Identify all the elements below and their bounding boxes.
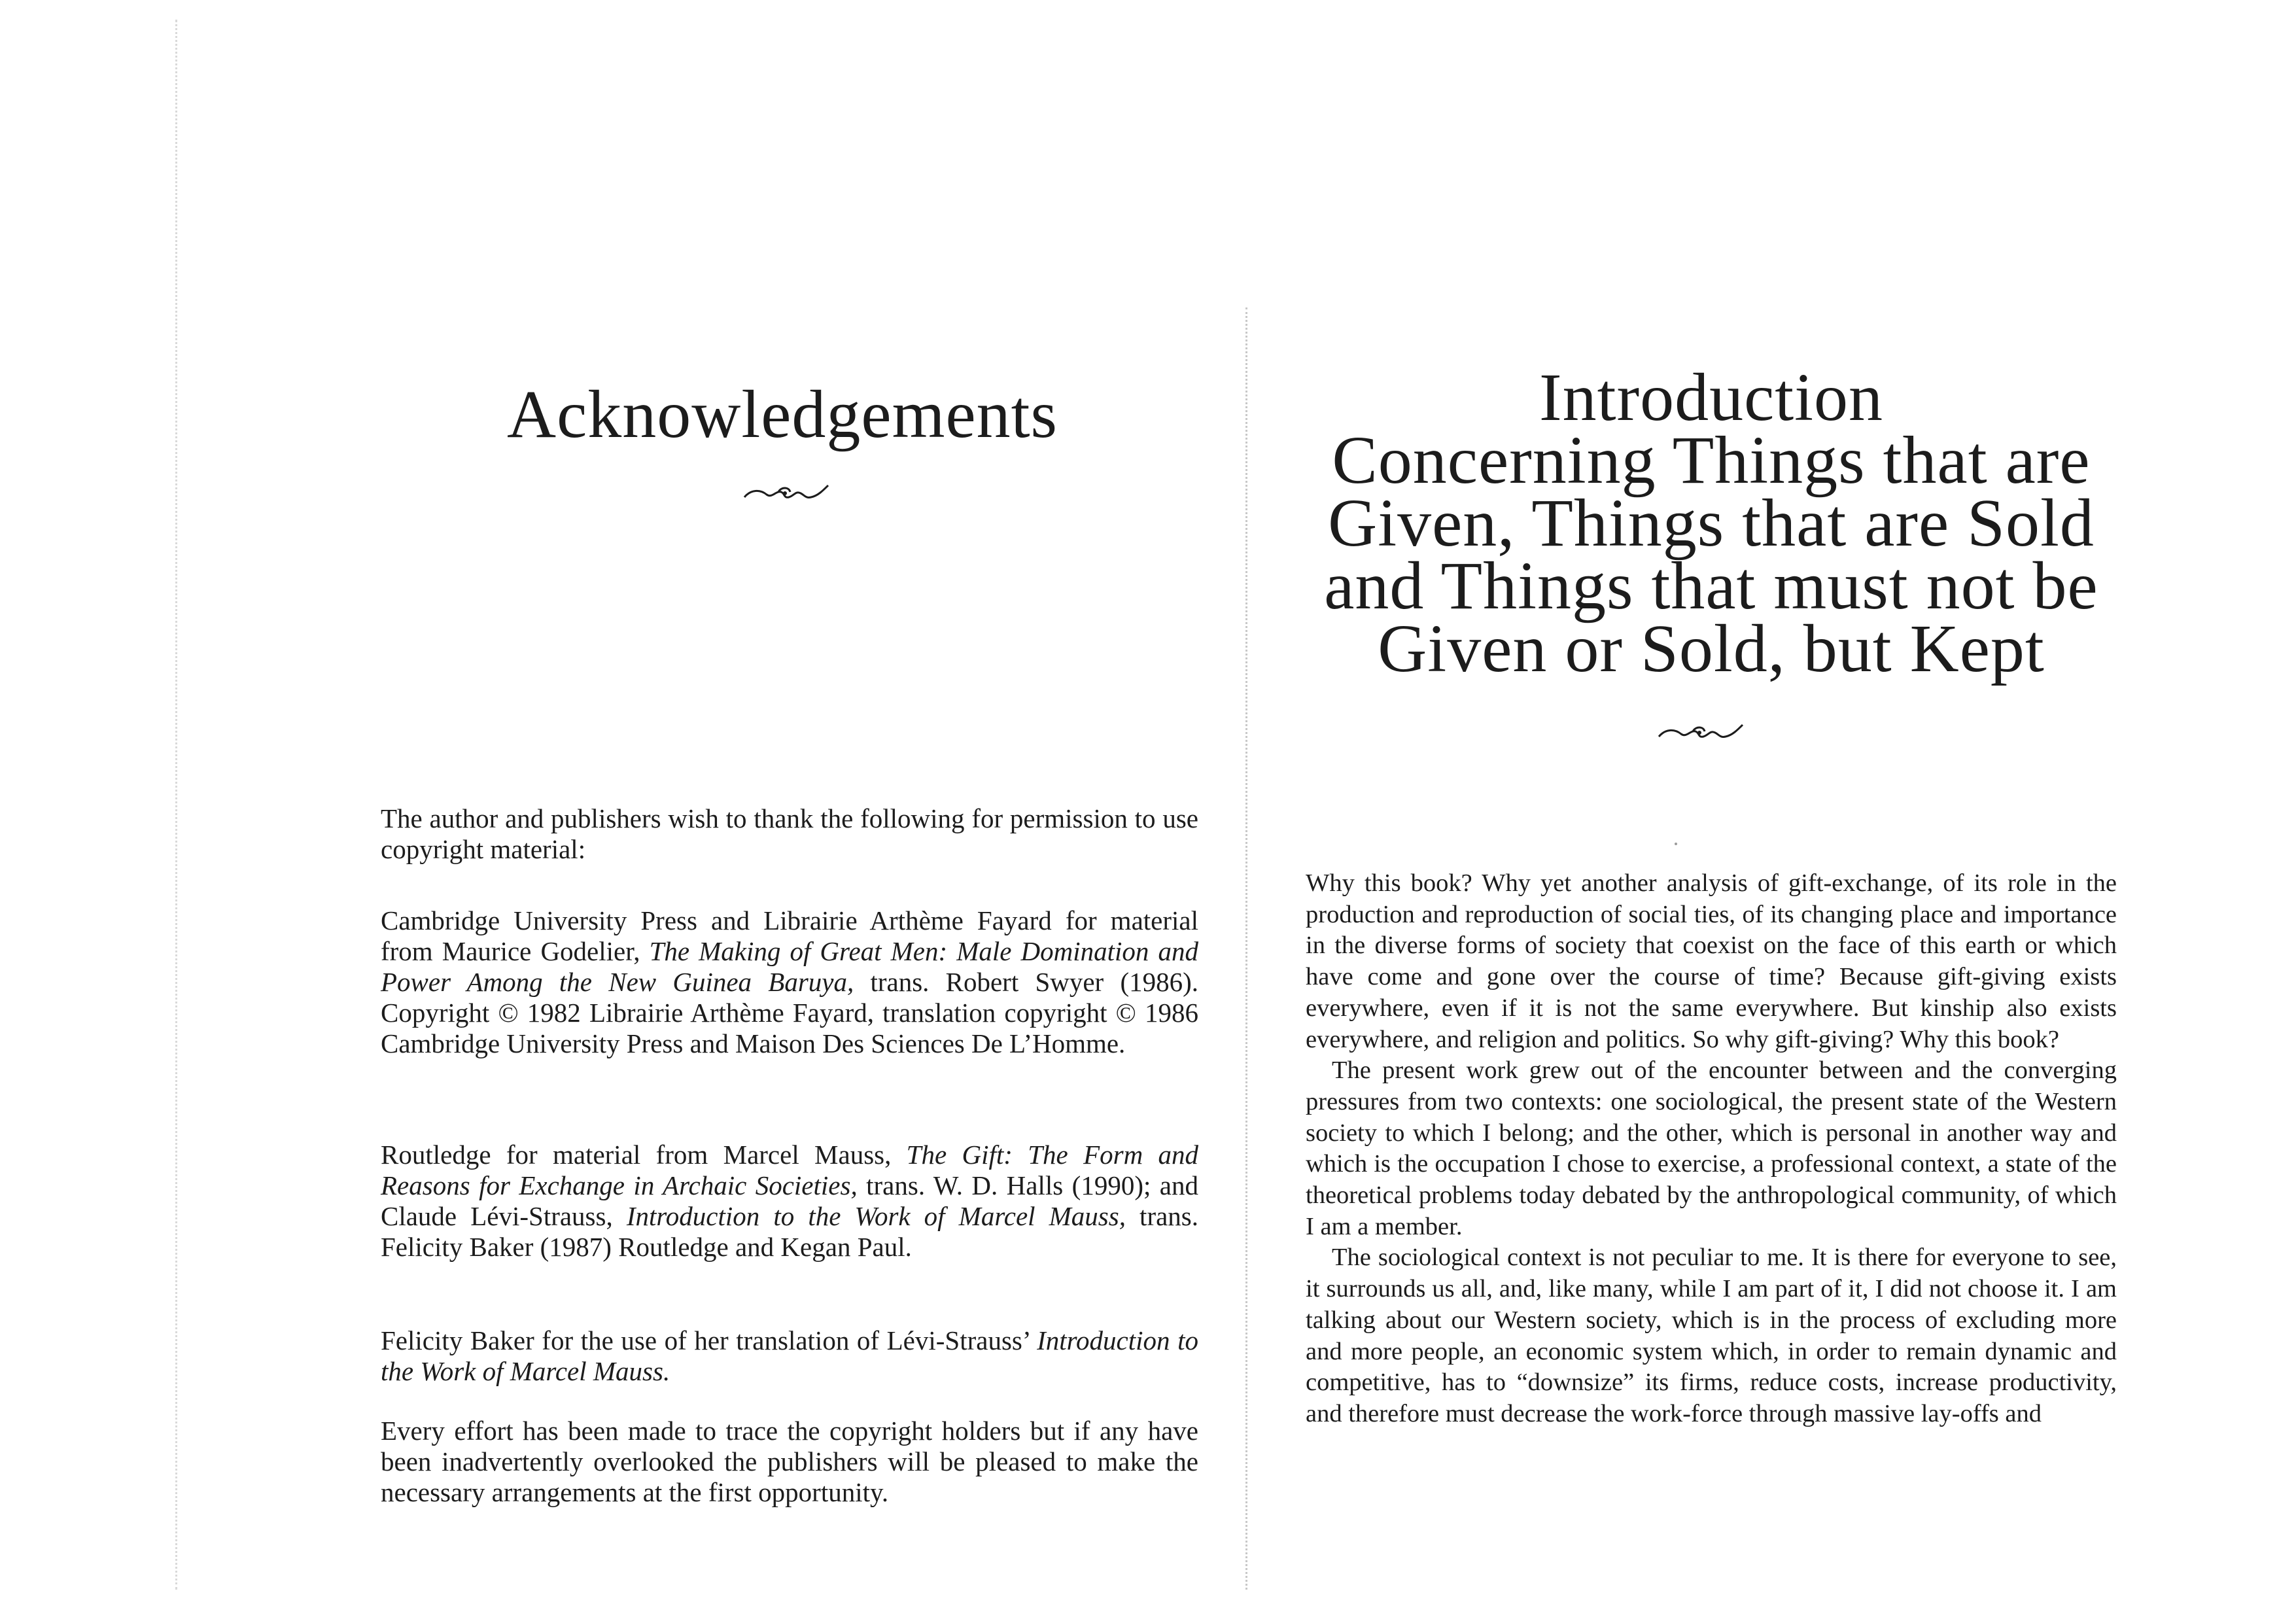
introduction-title xyxy=(1306,360,2117,686)
scan-edge-marks xyxy=(175,20,177,1590)
body-paragraph-1: Why this book? Why yet another analysis of gift-exchange, of its role in the production and reproduction of social ties, of its changing place and importance in the diverse forms of society that coexist on the face of this earth or which have come and gone over the course of time? Because gift-giving exists everywhere, even if it is not the same everywhere. But kinship also exists everywhere, and religion and politics. So why gift-giving? Why this book? xyxy=(1306,869,2117,1053)
introduction-body xyxy=(1306,868,2117,1430)
title-line-1: Introduction xyxy=(1539,360,1884,435)
title-line-4: and Things that must not be xyxy=(1324,548,2098,623)
ack-cambridge-book-title: The Making of Great Men: Male Domination and Power Among the New Guinea Baruya, xyxy=(381,936,1199,997)
acknowledgements-title: Acknowledgements xyxy=(506,377,1058,452)
ornament-flourish-icon xyxy=(1658,722,1744,744)
title-line-2: Concerning Things that are xyxy=(1332,423,2091,498)
body-paragraph-3: The sociological context is not peculiar to me. It is there for everyone to see, it surrounds us all, and, like many, while I am part of it, I did not choose it. I am talking about our Western society, which is in the process of excluding more and more people, an economic system which, in order to remain dynamic and competitive, has to “downsize” its firms, reduce costs, increase productivity, and therefore must decrease the work-force through massive lay-offs and xyxy=(1306,1244,2117,1427)
ack-baker-paragraph xyxy=(381,1325,1198,1387)
page-gutter xyxy=(1245,307,1247,1590)
ack-effort-paragraph: Every effort has been made to trace the copyright holders but if any have been inadvertently overlooked the publishers will be pleased to make the necessary arrangements at the first opportunity. xyxy=(381,1416,1198,1507)
title-line-5: Given or Sold, but Kept xyxy=(1378,611,2045,686)
ornament-flourish-icon xyxy=(743,483,829,505)
ack-routledge-mid: trans. W. D. Halls (1990); and Claude Lévi-Strauss, xyxy=(381,1170,1198,1231)
ack-cambridge-paragraph xyxy=(381,905,1198,1059)
ack-routledge-paragraph xyxy=(381,1140,1198,1263)
ack-intro-paragraph: The author and publishers wish to thank the following for permission to use copyright material: xyxy=(381,803,1198,864)
ack-cambridge-pre: Cambridge University Press and Librairie Arthème Fayard for material from Maurice Godelier, xyxy=(381,905,1198,966)
ack-routledge-post: trans. Felicity Baker (1987) Routledge and Kegan Paul. xyxy=(381,1201,1198,1262)
title-line-3: Given, Things that are Sold xyxy=(1328,485,2095,561)
scan-speck xyxy=(1675,843,1677,845)
ack-routledge-book-title-1: The Gift: The Form and Reasons for Exchange in Archaic Societies, xyxy=(381,1140,1198,1200)
ack-baker-book-title: Introduction to the Work of Marcel Mauss. xyxy=(381,1325,1198,1386)
ack-baker-pre: Felicity Baker for the use of her translation of Lévi-Strauss’ xyxy=(381,1325,1037,1355)
ack-cambridge-post: trans. Robert Swyer (1986). Copyright © 1982 Librairie Arthème Fayard, translation copyright © 1986 Cambridge University Press and Maison Des Sciences De L’Homme. xyxy=(381,967,1198,1058)
ack-routledge-book-title-2: Introduction to the Work of Marcel Mauss, xyxy=(626,1201,1126,1231)
body-paragraph-2: The present work grew out of the encounter between and the converging pressures from two contexts: one sociological, the present state of the Western society to which I belong; and the other, which is personal in another way and which is the occupation I chose to exercise, a professional context, a state of the theoretical problems today debated by the anthropological community, of which I am a member. xyxy=(1306,1056,2117,1240)
ack-routledge-pre: Routledge for material from Marcel Mauss, xyxy=(381,1140,907,1170)
